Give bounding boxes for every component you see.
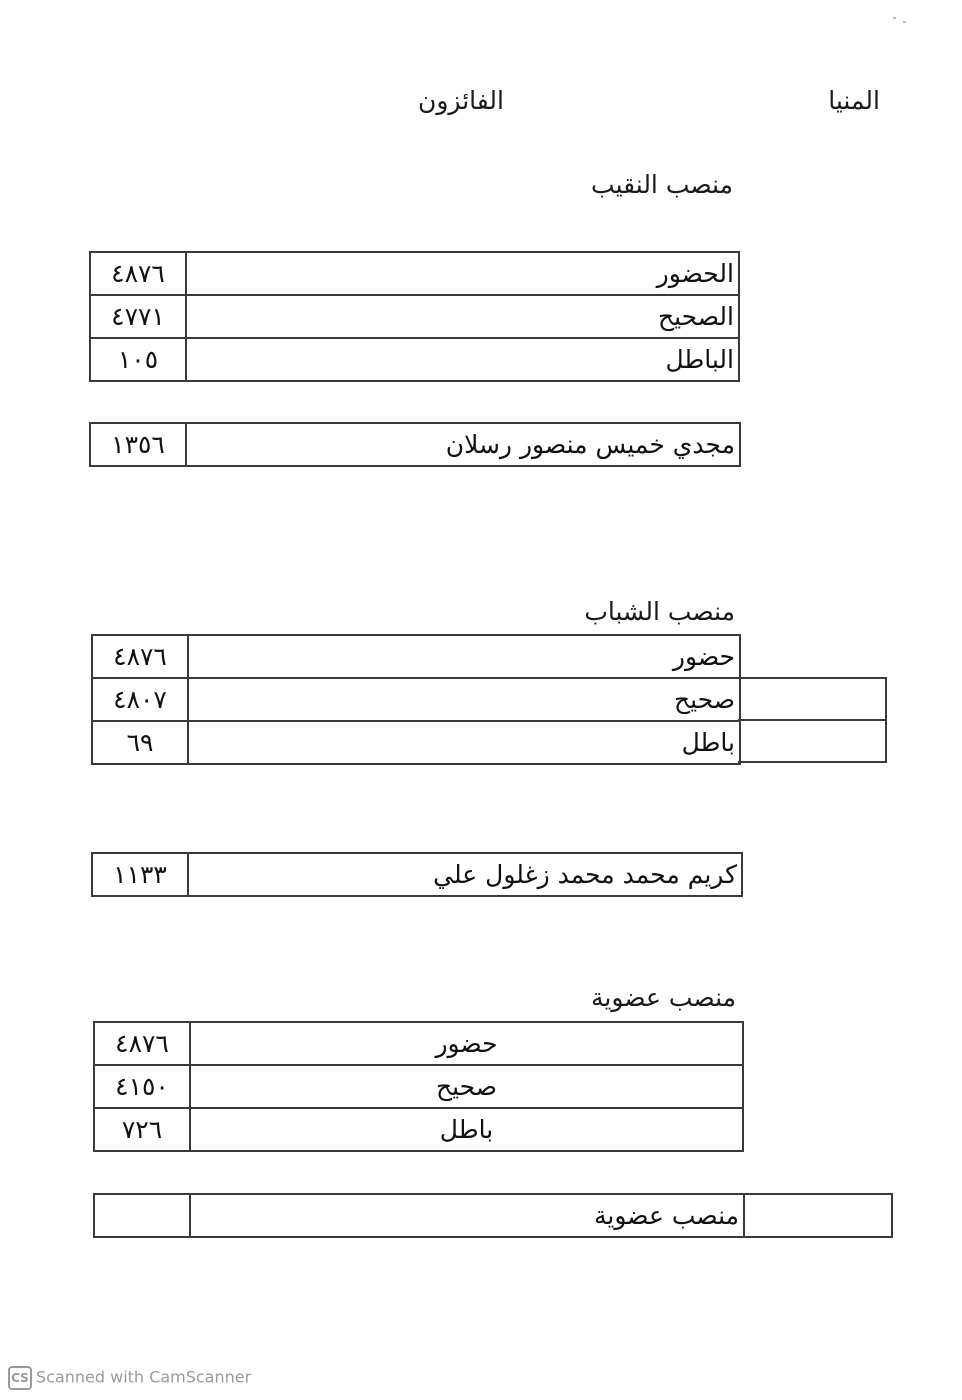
- camscanner-logo-icon: CS: [8, 1366, 32, 1390]
- count-cell: ٤٨٠٧: [92, 678, 188, 721]
- count-cell: ٦٩: [92, 721, 188, 764]
- table-row: [90, 423, 740, 466]
- table-row: [92, 721, 740, 764]
- scan-speck: [903, 21, 906, 23]
- table-row: [94, 1108, 743, 1151]
- section-title-naqib: منصب النقيب: [591, 170, 733, 199]
- label-cell: باطل: [190, 1108, 743, 1151]
- label-cell: حضور: [190, 1022, 743, 1065]
- row-divider: [738, 719, 887, 721]
- table-row: [92, 635, 740, 678]
- youth-winner-table: [91, 852, 743, 897]
- table-row: [90, 338, 739, 381]
- membership-results-table: [93, 1021, 744, 1152]
- camscanner-watermark: [8, 1366, 251, 1390]
- table-row: [94, 1194, 892, 1237]
- table-row: [90, 295, 739, 338]
- label-cell: حضور: [188, 635, 740, 678]
- winner-name-cell: كريم محمد محمد زغلول علي: [188, 853, 742, 896]
- winners-heading: الفائزون: [417, 86, 504, 115]
- count-cell: ٤٨٧٦: [94, 1022, 190, 1065]
- table-row: [90, 252, 739, 295]
- table-row: [94, 1022, 743, 1065]
- section-title-membership: منصب عضوية: [591, 983, 736, 1012]
- count-cell: ٤١٥٠: [94, 1065, 190, 1108]
- label-cell: الحضور: [186, 252, 739, 295]
- naqib-results-table: [89, 251, 740, 382]
- governorate-heading: المنيا: [828, 86, 880, 115]
- votes-cell: ١١٣٣: [92, 853, 188, 896]
- votes-cell: ١٣٥٦: [90, 423, 186, 466]
- winner-name-cell: منصب عضوية: [190, 1194, 744, 1237]
- table-row: [92, 678, 740, 721]
- watermark-text: Scanned with CamScanner: [36, 1367, 252, 1387]
- label-cell: الباطل: [186, 338, 739, 381]
- label-cell: صحيح: [188, 678, 740, 721]
- scan-speck: [893, 17, 896, 19]
- count-cell: ٤٨٧٦: [92, 635, 188, 678]
- label-cell: باطل: [188, 721, 740, 764]
- count-cell: ٧٢٦: [94, 1108, 190, 1151]
- membership-winner-table: [93, 1193, 893, 1238]
- naqib-winner-table: [89, 422, 741, 467]
- count-cell: ١٠٥: [90, 338, 186, 381]
- votes-cell: [94, 1194, 190, 1237]
- table-row: [92, 853, 742, 896]
- label-cell: الصحيح: [186, 295, 739, 338]
- section-title-youth: منصب الشباب: [584, 597, 735, 626]
- count-cell: ٤٧٧١: [90, 295, 186, 338]
- count-cell: ٤٨٧٦: [90, 252, 186, 295]
- youth-results-table: [91, 634, 741, 765]
- label-cell: صحيح: [190, 1065, 743, 1108]
- empty-cell: [744, 1194, 892, 1237]
- table-row: [94, 1065, 743, 1108]
- winner-name-cell: مجدي خميس منصور رسلان: [186, 423, 740, 466]
